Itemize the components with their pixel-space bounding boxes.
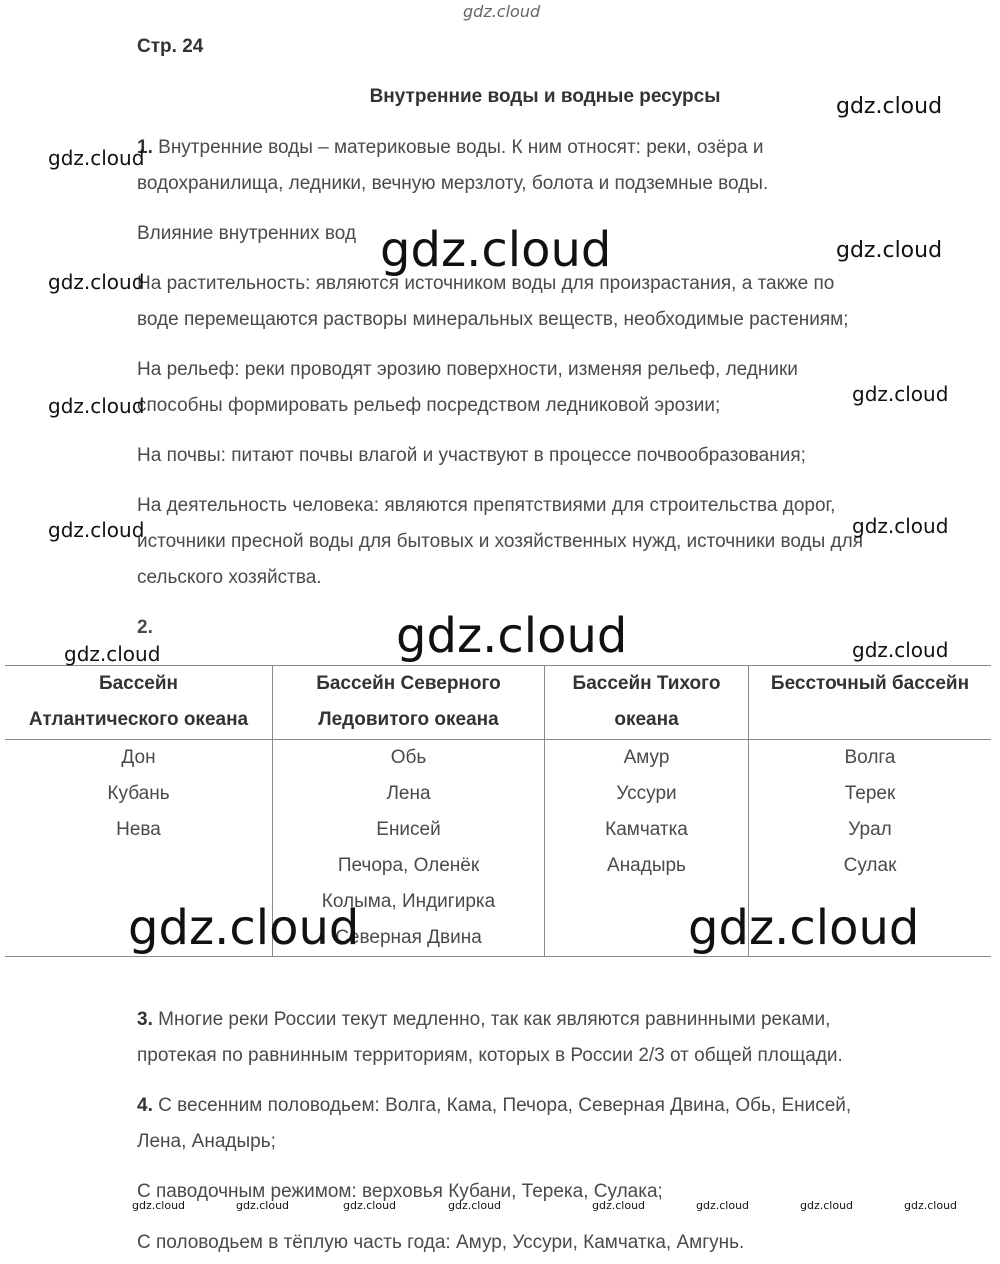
q4-line-warm: С половодьем в тёплую часть года: Амур, Уссури, Камчатка, Амгунь. <box>137 1232 745 1253</box>
watermark: gdz.cloud <box>852 638 949 662</box>
header-line: Атлантического океана <box>28 709 249 730</box>
table-cell: Северная Двина <box>335 927 482 948</box>
q1-line: воде перемещаются растворы минеральных веществ, необходимые растениям; <box>137 309 849 330</box>
q4-line: Лена, Анадырь; <box>137 1131 276 1152</box>
table-cell: Дон <box>121 747 156 768</box>
header-line: Бассейн Тихого <box>572 673 721 694</box>
watermark: gdz.cloud <box>236 1199 290 1212</box>
table-cell: Колыма, Индигирка <box>321 891 496 912</box>
q1-line: способны формировать рельеф посредством ледниковой эрозии; <box>137 395 721 416</box>
table-header <box>5 666 272 740</box>
q1-line: Внутренние воды – материковые воды. К ним относят: реки, озёра и <box>158 137 764 158</box>
q4-line: С весенним половодьем: Волга, Кама, Печора, Северная Двина, Обь, Енисей, <box>158 1095 852 1116</box>
table-cell: Печора, Оленёк <box>337 855 480 876</box>
table-header <box>273 666 544 740</box>
q1-line: На рельеф: реки проводят эрозию поверхности, изменяя рельеф, ледники <box>137 359 798 380</box>
header-line: океана <box>614 709 679 730</box>
table-cell: Амур <box>623 747 670 768</box>
q1-human <box>137 488 957 596</box>
table-header <box>749 666 991 740</box>
q1-relief <box>137 352 957 424</box>
table-cell: Кубань <box>107 783 170 804</box>
q2-number: 2. <box>137 617 153 638</box>
table-cell: Обь <box>390 747 427 768</box>
table-cell: Нева <box>116 819 161 840</box>
q1-influence-heading: Влияние внутренних вод <box>137 223 357 244</box>
table-cell: Лена <box>386 783 431 804</box>
header-line: Ледовитого океана <box>318 709 499 730</box>
watermark-top: gdz.cloud <box>463 2 541 21</box>
watermark: gdz.cloud <box>64 642 161 666</box>
q1-number: 1. <box>137 137 153 158</box>
table-header <box>545 666 748 740</box>
q3-answer <box>137 1002 957 1074</box>
table-cell: Урал <box>848 819 892 840</box>
q3-number: 3. <box>137 1009 153 1030</box>
table-cell: Волга <box>844 747 896 768</box>
q4-line-flood: С паводочным режимом: верховья Кубани, Терека, Сулака; <box>137 1181 663 1202</box>
q1-line: На растительность: являются источником воды для произрастания, а также по <box>137 273 835 294</box>
watermark: gdz.cloud <box>380 222 612 278</box>
watermark: gdz.cloud <box>800 1199 854 1212</box>
header-line: Бассейн <box>98 673 179 694</box>
watermark: gdz.cloud <box>852 382 949 406</box>
watermark: gdz.cloud <box>132 1199 186 1212</box>
q1-intro <box>137 130 957 202</box>
watermark: gdz.cloud <box>592 1199 646 1212</box>
q1-line: водохранилища, ледники, вечную мерзлоту, болота и подземные воды. <box>137 173 769 194</box>
section-title: Внутренние воды и водные ресурсы <box>369 86 721 107</box>
watermark: gdz.cloud <box>688 900 920 956</box>
page-number: Стр. 24 <box>137 36 204 57</box>
watermark: gdz.cloud <box>128 900 360 956</box>
table-cell: Сулак <box>843 855 897 876</box>
q4-answer <box>137 1088 957 1160</box>
q4-number: 4. <box>137 1095 153 1116</box>
table-cell: Анадырь <box>607 855 686 876</box>
table-cell: Камчатка <box>605 819 688 840</box>
header-line: Бессточный бассейн <box>770 673 970 694</box>
table-cell: Енисей <box>376 819 441 840</box>
table-cell: Уссури <box>616 783 677 804</box>
watermark: gdz.cloud <box>48 146 145 170</box>
q3-line: Многие реки России текут медленно, так как являются равнинными реками, <box>158 1009 831 1030</box>
q1-line: сельского хозяйства. <box>137 567 322 588</box>
q1-soil: На почвы: питают почвы влагой и участвуют в процессе почвообразования; <box>137 445 806 466</box>
watermark: gdz.cloud <box>448 1199 502 1212</box>
watermark: gdz.cloud <box>904 1199 958 1212</box>
q3-line: протекая по равнинным территориям, которых в России 2/3 от общей площади. <box>137 1045 843 1066</box>
watermark: gdz.cloud <box>852 514 949 538</box>
header-line: Бассейн Северного <box>316 673 501 694</box>
watermark: gdz.cloud <box>343 1199 397 1212</box>
watermark: gdz.cloud <box>836 94 943 119</box>
watermark: gdz.cloud <box>696 1199 750 1212</box>
watermark: gdz.cloud <box>836 238 943 263</box>
watermark: gdz.cloud <box>396 608 628 664</box>
table-cell: Терек <box>844 783 896 804</box>
q1-line: На деятельность человека: являются препятствиями для строительства дорог, <box>137 495 836 516</box>
q1-line: источники пресной воды для бытовых и хозяйственных нужд, источники воды для <box>137 531 863 552</box>
watermark: gdz.cloud <box>48 518 145 542</box>
watermark: gdz.cloud <box>48 394 145 418</box>
watermark: gdz.cloud <box>48 270 145 294</box>
